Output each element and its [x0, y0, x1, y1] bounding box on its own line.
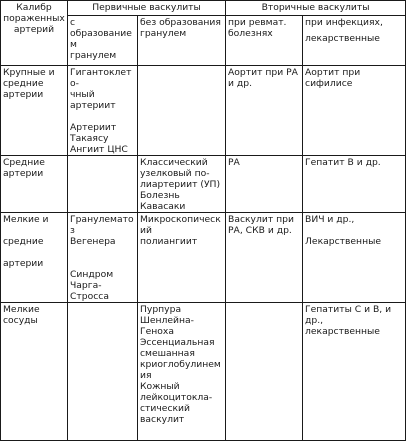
disease-line: Ангиит ЦНС — [70, 144, 128, 155]
disease-line: лейкоцитокла- — [140, 392, 213, 403]
header-rheumatic-line: болезнях — [228, 28, 273, 39]
disease-line: Синдром — [70, 269, 114, 280]
disease-line: Аортит при сифилисе — [305, 67, 361, 89]
rheumatic-cell — [226, 213, 303, 303]
disease-line: Гепатиты С и В, и др., — [305, 304, 392, 326]
caliber-cell — [1, 213, 68, 303]
caliber-line: Мелкие и — [3, 214, 49, 225]
header-caliber — [1, 1, 68, 66]
header-secondary: Вторичные васкулиты — [226, 1, 406, 16]
disease-line: ВИЧ и др., — [305, 214, 355, 225]
header-caliber-line: Калибр — [16, 2, 52, 13]
disease-line: Геноха — [140, 326, 174, 337]
header-with-granuloma-line: гранулем — [70, 50, 117, 61]
with-granuloma-cell — [68, 66, 138, 156]
disease-line: криоглобулинемия — [140, 359, 221, 381]
infection-cell — [303, 213, 406, 303]
disease-line: Микроскопический — [140, 214, 221, 236]
disease-line: Вегенера — [70, 236, 116, 247]
caliber-line: средние — [3, 78, 44, 89]
caliber-line: Крупные и — [3, 67, 55, 78]
caliber-line: сосуды — [3, 315, 38, 326]
table-row — [1, 303, 406, 441]
caliber-cell — [1, 156, 68, 213]
disease-line: Эссенциальная — [140, 337, 215, 348]
disease-line: лиартериит (УП) — [140, 179, 221, 190]
header-with-granuloma-line: с — [70, 17, 76, 28]
table-row — [1, 66, 406, 156]
caliber-line: Мелкие — [3, 304, 40, 315]
disease-line: чный артериит — [70, 89, 116, 111]
infection-cell — [303, 156, 406, 213]
disease-line: РА — [228, 157, 240, 168]
table-row — [1, 213, 406, 303]
with-granuloma-cell — [68, 213, 138, 303]
disease-line: Кожный — [140, 381, 180, 392]
rheumatic-cell — [226, 66, 303, 156]
disease-line: узелковый по- — [140, 168, 210, 179]
header-infection-line: лекарственные — [305, 33, 380, 44]
disease-line: Гранулематоз — [70, 214, 134, 236]
with-granuloma-cell — [68, 156, 138, 213]
header-rheumatic-line: при ревмат. — [228, 17, 287, 28]
rheumatic-cell — [226, 303, 303, 441]
disease-line: Гепатит В и др. — [305, 157, 381, 168]
disease-line: Гигантоклето- — [70, 67, 132, 89]
disease-line: полиангиит — [140, 236, 198, 247]
with-granuloma-cell — [68, 303, 138, 441]
disease-line: лекарственные — [305, 326, 380, 337]
caliber-line: артерии — [3, 89, 44, 100]
without-granuloma-cell — [138, 213, 226, 303]
disease-line: Шенлейна- — [140, 315, 194, 326]
disease-line: Пурпура — [140, 304, 182, 315]
header-with-granuloma — [68, 16, 138, 66]
disease-line: Артериит — [70, 122, 117, 133]
disease-line: Васкулит при — [228, 214, 294, 225]
header-primary: Первичные васкулиты — [68, 1, 226, 16]
disease-line: Такаясу — [70, 133, 109, 144]
header-rheumatic — [226, 16, 303, 66]
header-infection-line: при инфекциях, — [305, 17, 383, 28]
caliber-line: артерии — [3, 168, 44, 179]
caliber-cell — [1, 303, 68, 441]
header-infection — [303, 16, 406, 66]
without-granuloma-cell — [138, 156, 226, 213]
disease-line: и др. — [228, 78, 253, 89]
disease-line: Классический — [140, 157, 208, 168]
infection-cell — [303, 66, 406, 156]
disease-line: смешанная — [140, 348, 195, 359]
without-granuloma-cell — [138, 303, 226, 441]
caliber-line: Средние — [3, 157, 45, 168]
header-row-1 — [1, 1, 406, 16]
caliber-cell — [1, 66, 68, 156]
header-with-granuloma-line: образованием — [70, 28, 132, 50]
disease-line: васкулит — [140, 414, 185, 425]
header-without-granuloma: без образования гранулем — [138, 16, 226, 66]
disease-line: Лекарственные — [305, 236, 381, 247]
caliber-line: артерии — [3, 258, 44, 269]
disease-line: Болезнь Кавасаки — [140, 190, 186, 212]
disease-line: Аортит при РА — [228, 67, 298, 78]
table-row — [1, 156, 406, 213]
caliber-line: средние — [3, 236, 44, 247]
without-granuloma-cell — [138, 66, 226, 156]
disease-line: стический — [140, 403, 190, 414]
header-caliber-line: артерий — [13, 24, 55, 35]
infection-cell — [303, 303, 406, 441]
disease-line: Чарга-Стросса — [70, 280, 109, 302]
rheumatic-cell — [226, 156, 303, 213]
disease-line: РА, СКВ и др. — [228, 225, 292, 236]
header-caliber-line: пораженных — [3, 13, 65, 24]
